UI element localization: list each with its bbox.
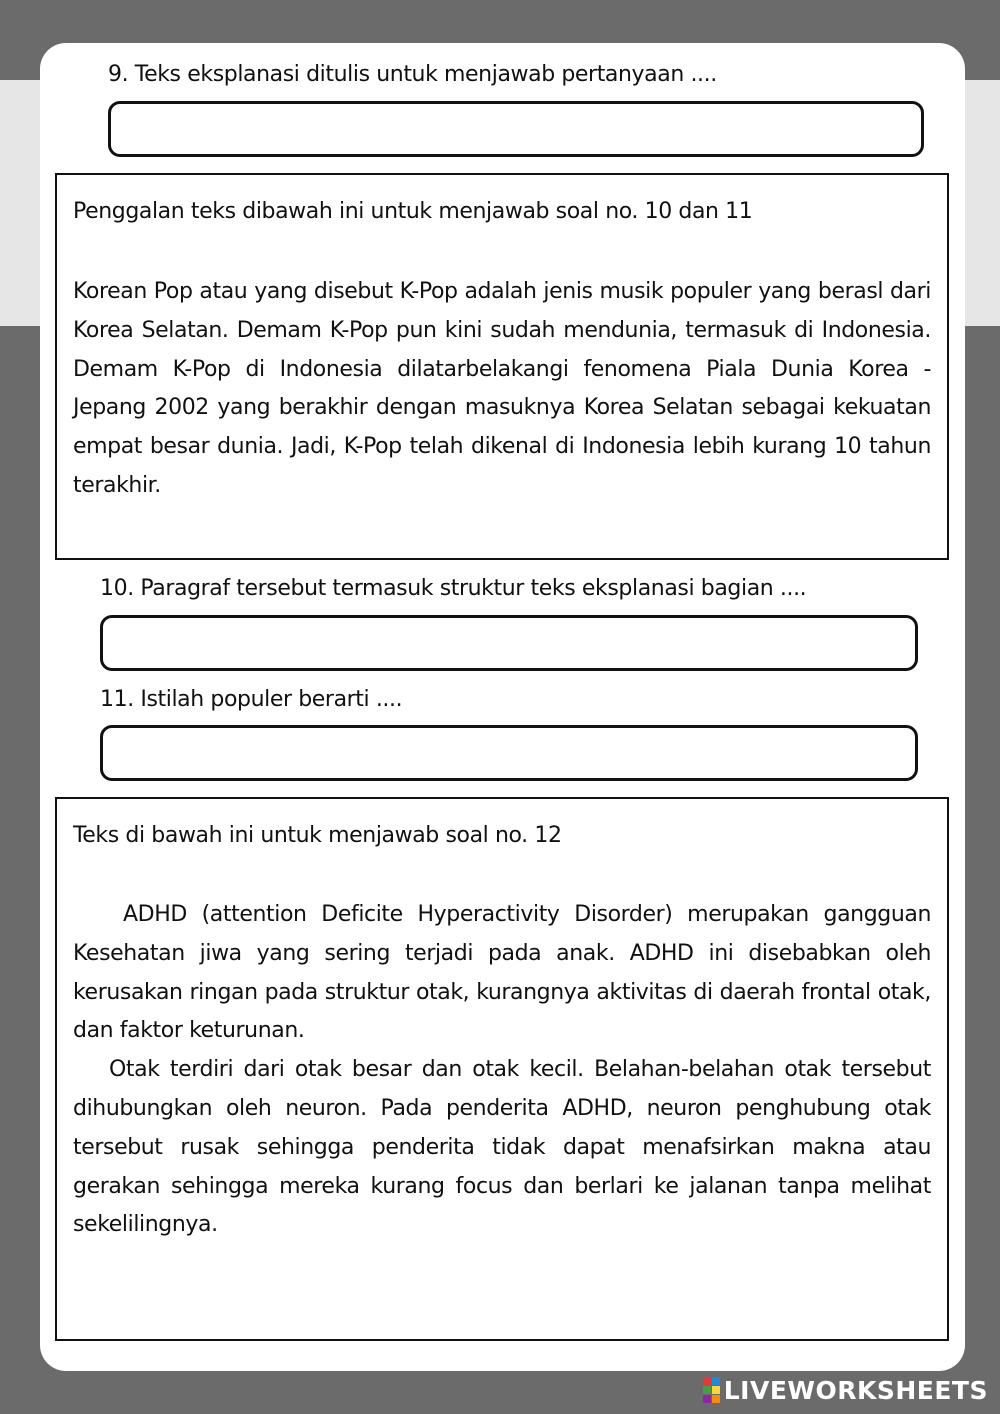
answer-field-9[interactable] bbox=[108, 101, 924, 157]
question-10: 10. Paragraf tersebut termasuk struktur teks eksplanasi bagian .... bbox=[100, 576, 807, 601]
passage-box-1 bbox=[55, 173, 949, 560]
passage-2-paragraph-2: Otak terdiri dari otak besar dan otak kecil. Belahan-belahan otak tersebut dihubungkan oleh neuron. Pada penderita ADHD, neuron penghubung otak tersebut rusak sehingga penderita tidak dapat menafsirkan makna atau gerakan sehingga mereka kurang focus dan berlari ke jalanan tanpa melihat sekelilingnya. bbox=[73, 1057, 931, 1238]
brand-name: LIVEWORKSHEETS bbox=[723, 1375, 988, 1405]
logo-square bbox=[703, 1395, 711, 1403]
question-9: 9. Teks eksplanasi ditulis untuk menjawab pertanyaan .... bbox=[108, 62, 717, 87]
logo-square bbox=[712, 1377, 720, 1385]
logo-square bbox=[703, 1377, 711, 1385]
logo-square bbox=[712, 1386, 720, 1394]
passage-1-text: Korean Pop atau yang disebut K-Pop adalah jenis musik populer yang berasl dari Korea Selatan. Demam K-Pop pun kini sudah mendunia, termasuk di Indonesia. Demam K-Pop di Indonesia dilatarbelakangi fenomena Piala Dunia Korea - Jepang 2002 yang berakhir dengan masuknya Korea Selatan sebagai kekuatan empat besar dunia. Jadi, K-Pop telah dikenal di Indonesia lebih kurang 10 tahun terakhir. bbox=[73, 279, 931, 498]
worksheet-page bbox=[40, 43, 965, 1371]
passage-2-heading: Teks di bawah ini untuk menjawab soal no. 12 bbox=[73, 823, 562, 848]
passage-2-paragraph-1: ADHD (attention Deficite Hyperactivity Disorder) merupakan gangguan Kesehatan jiwa yang sering terjadi pada anak. ADHD ini disebabkan oleh kerusakan ringan pada struktur otak, kurangnya aktivitas di daerah frontal otak, dan faktor keturunan. bbox=[73, 902, 931, 1044]
question-11: 11. Istilah populer berarti .... bbox=[100, 687, 403, 712]
logo-square bbox=[712, 1395, 720, 1403]
logo-mark-icon bbox=[703, 1377, 720, 1403]
logo-square bbox=[703, 1386, 711, 1394]
passage-1-heading: Penggalan teks dibawah ini untuk menjawab soal no. 10 dan 11 bbox=[73, 199, 753, 224]
liveworksheets-logo bbox=[703, 1374, 988, 1406]
passage-2-body bbox=[73, 896, 931, 1245]
passage-box-2 bbox=[55, 797, 949, 1341]
answer-field-10[interactable] bbox=[100, 615, 918, 671]
answer-field-11[interactable] bbox=[100, 725, 918, 781]
